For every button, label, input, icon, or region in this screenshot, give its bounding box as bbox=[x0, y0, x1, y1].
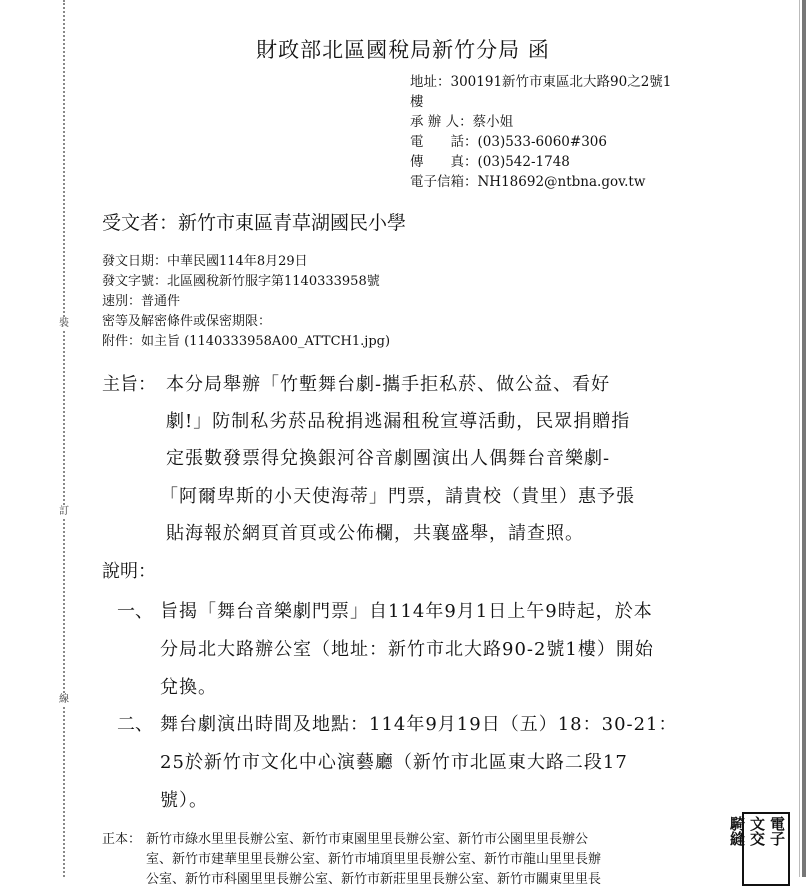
sender-fax: 傳 真：(03)542-1748 bbox=[410, 154, 570, 170]
item-line: 分局北大路辦公室（地址：新竹市北大路90-2號1樓）開始 bbox=[160, 639, 654, 660]
cc-line: 公室、新竹市科園里里長辦公室、新竹市新莊里里長辦公室、新竹市關東里里長 bbox=[146, 872, 602, 887]
seal-stamp bbox=[728, 812, 790, 886]
sender-address: 地址：300191新竹市東區北大路90之2號1 bbox=[410, 74, 672, 90]
sender-address-cont: 樓 bbox=[410, 94, 424, 110]
confidentiality: 密等及解密條件或保密期限： bbox=[102, 314, 272, 329]
binding-mark-xian: 線 bbox=[59, 694, 69, 705]
stamp-text: 騎縫 bbox=[728, 816, 746, 846]
binding-mark-zhuang: 裝 bbox=[59, 318, 69, 329]
sender-email: 電子信箱：NH18692@ntbna.gov.tw bbox=[410, 174, 646, 190]
page-edge-inner bbox=[799, 0, 800, 877]
document-title: 財政部北區國稅局新竹分局 函 bbox=[256, 38, 550, 62]
subject-line: 定張數發票得兌換銀河谷音劇團演出人偶舞台音樂劇- bbox=[166, 448, 611, 469]
issue-date: 發文日期：中華民國114年8月29日 bbox=[102, 254, 308, 269]
sender-contact-person: 承 辦 人：蔡小姐 bbox=[410, 114, 514, 130]
cc-label: 正本： bbox=[102, 832, 142, 847]
binding-line bbox=[63, 0, 65, 877]
subject-line: 本分局舉辦「竹塹舞台劇-攜手拒私菸、做公益、看好 bbox=[166, 374, 611, 395]
speed-class: 速別：普通件 bbox=[102, 294, 181, 309]
binding-mark-ding: 訂 bbox=[59, 506, 69, 517]
item-line: 舞台劇演出時間及地點：114年9月19日（五）18：30-21： bbox=[160, 714, 678, 735]
subject-line: 貼海報於網頁首頁或公佈欄，共襄盛舉，請查照。 bbox=[166, 523, 584, 544]
stamp-text: 文交 bbox=[748, 816, 766, 846]
subject-label: 主旨： bbox=[102, 374, 156, 395]
item-line: 25於新竹市文化中心演藝廳（新竹市北區東大路二段17 bbox=[160, 752, 628, 773]
recipient: 受文者：新竹市東區青草湖國民小學 bbox=[102, 212, 407, 234]
subject-line: 劇!」防制私劣菸品稅捐逃漏租稅宣導活動，民眾捐贈指 bbox=[166, 411, 631, 432]
sender-phone: 電 話：(03)533-6060#306 bbox=[410, 134, 607, 150]
issue-number: 發文字號：北區國稅新竹服字第1140333958號 bbox=[102, 274, 380, 289]
item-number: 一、 bbox=[117, 601, 153, 622]
item-line: 旨揭「舞台音樂劇門票」自114年9月1日上午9時起，於本 bbox=[160, 601, 653, 622]
attachment: 附件：如主旨 (1140333958A00_ATTCH1.jpg) bbox=[102, 334, 391, 349]
stamp-text: 電子 bbox=[768, 816, 786, 846]
cc-line: 室、新竹市建華里里長辦公室、新竹市埔頂里里長辦公室、新竹市龍山里里長辦 bbox=[146, 852, 602, 867]
page-edge bbox=[802, 0, 806, 877]
cc-line: 新竹市綠水里里長辦公室、新竹市東園里里長辦公室、新竹市公園里里長辦公 bbox=[146, 832, 589, 847]
item-line: 號）。 bbox=[160, 790, 208, 811]
item-number: 二、 bbox=[117, 714, 153, 735]
subject-line: 「阿爾卑斯的小天使海蒂」門票，請貴校（貴里）惠予張 bbox=[160, 486, 635, 507]
item-line: 兌換。 bbox=[160, 677, 217, 698]
description-label: 說明： bbox=[102, 561, 156, 582]
